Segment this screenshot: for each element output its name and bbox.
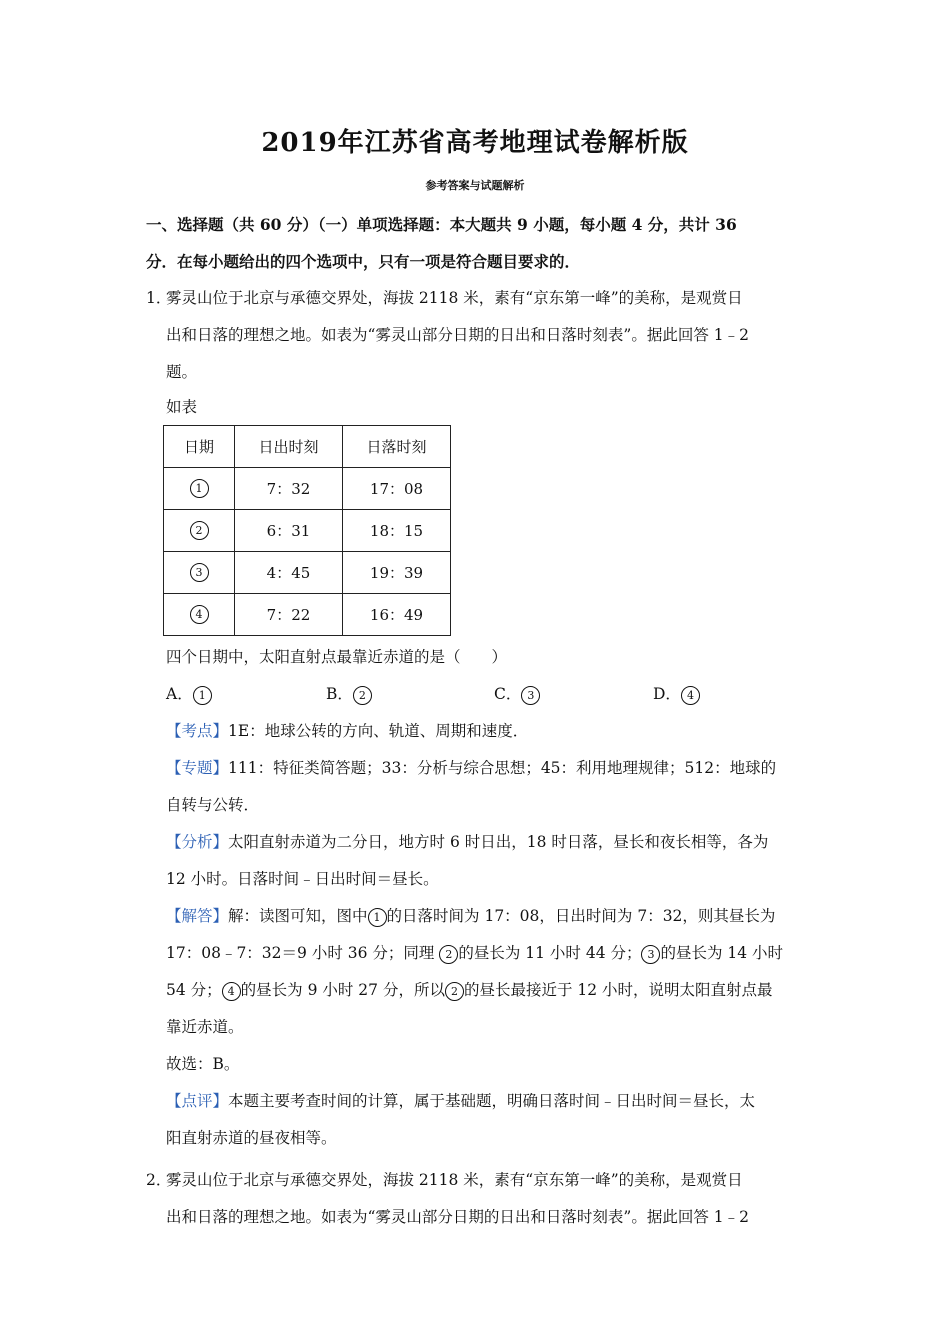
sunset-cell: 19：39 <box>343 552 451 594</box>
circled-number: 4 <box>190 605 209 624</box>
sunrise-cell: 7：22 <box>235 594 343 636</box>
section-header-line: 一、选择题（共 60 分）（一）单项选择题：本大题共 9 小题，每小题 4 分，共计 36 <box>146 215 737 234</box>
zhuanti-tag: 【专题】 <box>166 759 229 777</box>
circled-number: 1 <box>368 908 387 927</box>
question-1-stem <box>146 280 816 391</box>
circled-number: 1 <box>190 479 209 498</box>
jieda-tag: 【解答】 <box>166 907 229 925</box>
option-b: B． 2 <box>326 676 372 713</box>
kaodian-tag: 【考点】 <box>166 722 229 740</box>
circled-number: 2 <box>353 686 372 705</box>
fenxi-block: 【分析】太阳直射赤道为二分日，地方时 6 时日出，18 时日落，昼长和夜长相等，各为 12 小时。日落时间﹣日出时间＝昼长。 <box>166 833 769 888</box>
circled-number: 3 <box>641 945 660 964</box>
table-caption: 如表 <box>166 398 198 416</box>
stem-line: 雾灵山位于北京与承德交界处，海拔 2118 米，素有“京东第一峰”的美称，是观赏日 <box>166 289 743 307</box>
sunrise-cell: 7：32 <box>235 468 343 510</box>
circled-number: 2 <box>445 982 464 1001</box>
table-row <box>164 468 451 510</box>
sunset-cell: 17：08 <box>343 468 451 510</box>
table-row <box>164 594 451 636</box>
circled-number: 2 <box>190 521 209 540</box>
stem-line: 雾灵山位于北京与承德交界处，海拔 2118 米，素有“京东第一峰”的美称，是观赏日 <box>166 1171 743 1189</box>
column-header: 日期 <box>164 426 235 468</box>
option-a: A． 1 <box>166 676 212 713</box>
stem-line: 出和日落的理想之地。如表为“雾灵山部分日期的日出和日落时刻表”。据此回答 1﹣2 <box>166 1208 750 1226</box>
question-2-stem <box>146 1162 816 1236</box>
page-subtitle: 参考答案与试题解析 <box>425 179 525 192</box>
sunset-cell: 16：49 <box>343 594 451 636</box>
fenxi-tag: 【分析】 <box>166 833 229 851</box>
stem-line: 出和日落的理想之地。如表为“雾灵山部分日期的日出和日落时刻表”。据此回答 1﹣2 <box>166 326 750 344</box>
sunrise-cell: 6：31 <box>235 510 343 552</box>
page-title: 2019年江苏省高考地理试卷解析版 <box>261 128 689 158</box>
option-d: D． 4 <box>653 676 700 713</box>
circled-number: 3 <box>190 563 209 582</box>
column-header: 日落时刻 <box>343 426 451 468</box>
sunrise-cell: 4：45 <box>235 552 343 594</box>
dianping-tag: 【点评】 <box>166 1092 229 1110</box>
question-prompt: 四个日期中，太阳直射点最靠近赤道的是（ ） <box>166 648 508 666</box>
option-c: C． 3 <box>494 676 540 713</box>
circled-number: 2 <box>439 945 458 964</box>
circled-number: 4 <box>222 982 241 1001</box>
section-header-line: 分．在每小题给出的四个选项中，只有一项是符合题目要求的． <box>146 252 581 271</box>
table-header-row <box>164 426 451 468</box>
circled-number: 3 <box>521 686 540 705</box>
table-row <box>164 552 451 594</box>
table-row <box>164 510 451 552</box>
answer-options <box>166 676 816 713</box>
sunrise-sunset-table <box>163 425 451 636</box>
zhuanti-block: 【专题】111：特征类简答题；33：分析与综合思想；45：利用地理规律；512：地球的 自转与公转． <box>166 759 777 814</box>
circled-number: 4 <box>681 686 700 705</box>
question-number: 2． <box>146 1171 172 1189</box>
stem-line: 题。 <box>166 363 198 381</box>
dianping-block: 【点评】本题主要考查时间的计算，属于基础题，明确日落时间﹣日出时间＝昼长，太 阳直射赤道的昼夜相等。 <box>166 1092 756 1147</box>
kaodian-block: 【考点】1E：地球公转的方向、轨道、周期和速度． <box>166 722 529 740</box>
question-number: 1． <box>146 289 172 307</box>
jieda-block: 【解答】解：读图可知，图中 1 的日落时间为 17：08，日出时间为 7：32，则其昼长为 17：08﹣7：32＝9 小时 36 分；同理 2 的昼长为 11 小时 44 分； 3 的昼长为 14 小时 54 分； 4 的昼长为 9 小时 27 分，所以 2 的昼长最接近于 12 小时，说明太阳直射点最 靠近赤道。 <box>166 907 784 1036</box>
answer-line: 故选：B。 <box>166 1055 240 1073</box>
circled-number: 1 <box>193 686 212 705</box>
section-header <box>146 206 816 280</box>
column-header: 日出时刻 <box>235 426 343 468</box>
sunset-cell: 18：15 <box>343 510 451 552</box>
